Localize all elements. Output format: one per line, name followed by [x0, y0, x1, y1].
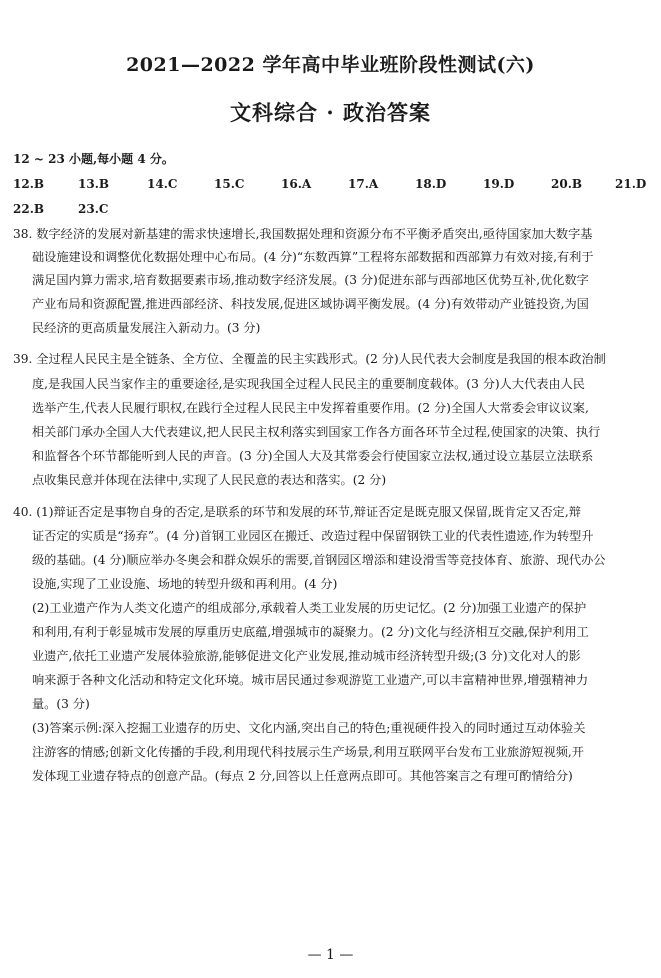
- answer-item: 15.C: [214, 177, 245, 191]
- text-line: 39. 全过程人民民主是全链条、全方位、全覆盖的民主实践形式。(2 分)人民代表大会制度是我国的根本政治制: [13, 352, 606, 366]
- text-line: 点收集民意并体现在法律中,实现了人民民意的表达和落实。(2 分): [32, 473, 387, 487]
- text-line: 础设施建设和调整优化数据处理中心布局。(4 分)“东数西算”工程将东部数据和西部算力有效对接,有利于: [32, 250, 594, 264]
- answer-item: 19.D: [483, 177, 515, 191]
- answer-item: 16.A: [281, 177, 312, 191]
- answer-item: 12.B: [13, 177, 45, 191]
- text-line: 量。(3 分): [32, 697, 90, 711]
- answer-item: 18.D: [415, 177, 447, 191]
- text-line: 设施,实现了工业设施、场地的转型升级和再利用。(4 分): [32, 577, 338, 591]
- text-line: 证否定的实质是“扬弃”。(4 分)首钢工业园区在搬迁、改造过程中保留钢铁工业的代表性遗迹,作为转型升: [32, 529, 594, 543]
- text-line: 40. (1)辩证否定是事物自身的否定,是联系的环节和发展的环节,辩证否定是既克服又保留,既肯定又否定,辩: [13, 505, 581, 519]
- text-line: 相关部门承办全国人大代表建议,把人民民主权利落实到国家工作各方面各环节全过程,使国家的决策、执行: [32, 425, 601, 439]
- page-title: 2021—2022 学年高中毕业班阶段性测试(六): [126, 54, 535, 76]
- text-line: 响来源于各种文化活动和特定文化环境。城市居民通过参观游览工业遗产,可以丰富精神世界,增强精神力: [32, 673, 589, 687]
- answer-item: 20.B: [551, 177, 583, 191]
- text-line: (3)答案示例:深入挖掘工业遗存的历史、文化内涵,突出自己的特色;重视硬件投入的同时通过互动体验关: [32, 721, 586, 735]
- answer-item: 14.C: [147, 177, 178, 191]
- text-line: 选举产生,代表人民履行职权,在践行全过程人民民主中发挥着重要作用。(2 分)全国人大常委会审议议案,: [32, 401, 589, 415]
- instruction: 12 ~ 23 小题,每小题 4 分。: [13, 152, 174, 166]
- text-line: 注游客的情感;创新文化传播的手段,利用现代科技展示生产场景,利用互联网平台发布工业旅游短视频,开: [32, 745, 584, 759]
- text-line: 和监督各个环节都能听到人民的声音。(3 分)全国人大及其常委会行使国家立法权,通过设立基层立法联系: [32, 449, 594, 463]
- text-line: 发体现工业遗存特点的创意产品。(每点 2 分,回答以上任意两点即可。其他答案言之有理可酌情给分): [32, 769, 573, 783]
- text-line: 满足国内算力需求,培育数据要素市场,推动数字经济发展。(3 分)促进东部与西部地区优势互补,优化数字: [32, 273, 589, 287]
- page-subtitle: 文科综合 · 政治答案: [230, 100, 431, 125]
- text-line: 业遗产,依托工业遗产发展体验旅游,能够促进文化产业发展,推动城市经济转型升级;(3 分)文化对人的影: [32, 649, 581, 663]
- text-line: 产业布局和资源配置,推进西部经济、科技发展,促进区域协调平衡发展。(4 分)有效带动产业链投资,为国: [32, 297, 589, 311]
- page-number: — 1 —: [307, 947, 354, 963]
- text-line: 和利用,有利于彰显城市发展的厚重历史底蕴,增强城市的凝聚力。(2 分)文化与经济相互交融,保护利用工: [32, 625, 589, 639]
- answer-item: 23.C: [78, 202, 109, 216]
- answer-item: 22.B: [13, 202, 45, 216]
- text-line: 民经济的更高质量发展注入新动力。(3 分): [32, 321, 261, 335]
- text-line: (2)工业遗产作为人类文化遗产的组成部分,承载着人类工业发展的历史记忆。(2 分)加强工业遗产的保护: [32, 601, 587, 615]
- text-line: 度,是我国人民当家作主的重要途径,是实现我国全过程人民民主的重要制度载体。(3 分)人大代表由人民: [32, 377, 585, 391]
- answer-item: 13.B: [78, 177, 110, 191]
- text-line: 级的基础。(4 分)顺应举办冬奥会和群众娱乐的需要,首钢园区增添和建设滑雪等竞技体育、旅游、现代办公: [32, 553, 606, 567]
- answer-item: 17.A: [348, 177, 379, 191]
- answer-item: 21.D: [615, 177, 647, 191]
- text-line: 38. 数字经济的发展对新基建的需求快速增长,我国数据处理和资源分布不平衡矛盾突出,亟待国家加大数字基: [13, 227, 593, 241]
